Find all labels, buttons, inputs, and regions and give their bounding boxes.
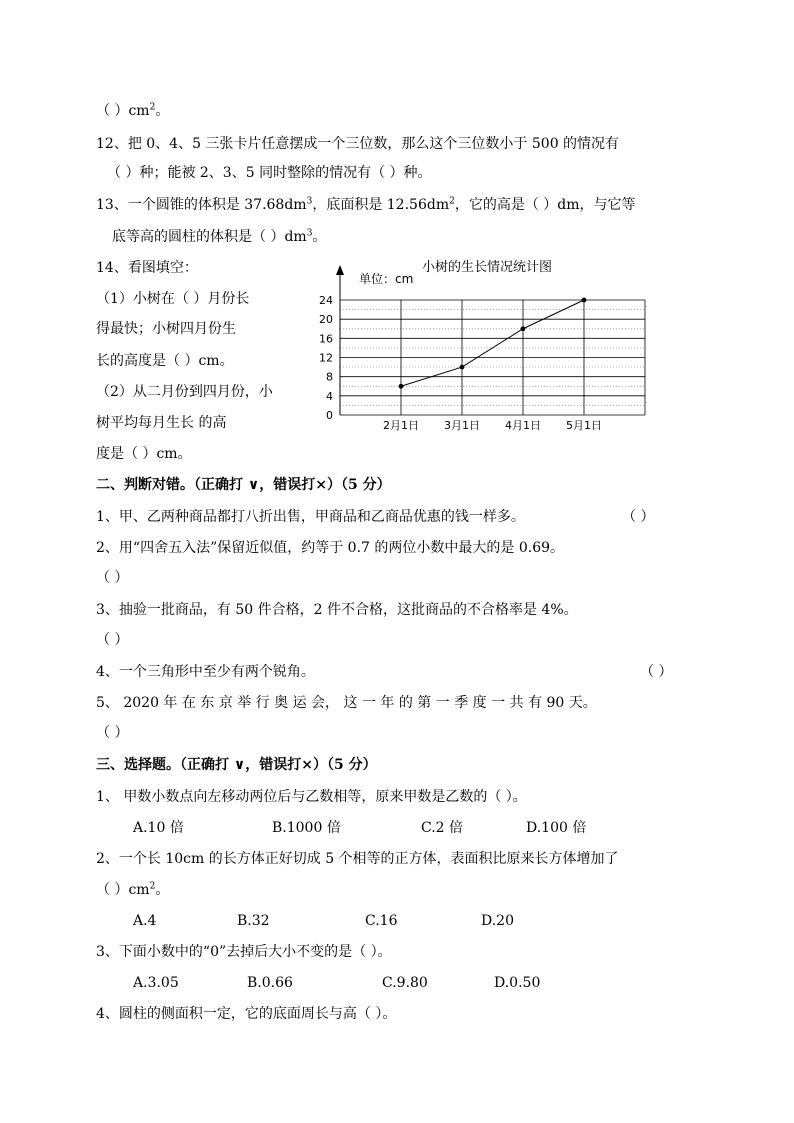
judge-q4: 4、一个三角形中至少有两个锐角。: [96, 664, 315, 680]
chart-ylabel: 单位：cm: [359, 272, 414, 286]
q14-text: 得最快；小树四月份生: [96, 321, 236, 337]
q14-text: （1）小树在（ ）月份长: [96, 291, 250, 307]
judge-q5-paren[interactable]: （ ）: [96, 725, 129, 741]
area-answer-line: （ ）$cm^2$。: [96, 102, 170, 119]
q13-line1: 13、一个圆锥的体积是 $37.68dm^3$，底面积是 $12.56dm^2$，它的高是（ ）dm，与它等: [96, 196, 636, 213]
q14-text: （2）从二月份到四月份，小: [96, 384, 273, 400]
q14-text: 树平均每月生长 的高: [96, 415, 227, 431]
choice-q1-option[interactable]: A.10 倍: [133, 820, 184, 836]
choice-q1: 1、 甲数小数点向左移动两位后与乙数相等，原来甲数是乙数的（ ）。: [96, 789, 527, 805]
q12-line2: （ ）种；能被 2、3、5 同时整除的情况有（ ）种。: [107, 165, 432, 181]
choice-q2: 2、一个长 10cm 的长方体正好切成 5 个相等的正方体，表面积比原来长方体增加了: [96, 851, 619, 867]
judge-q3: 3、抽验一批商品，有 50 件合格，2 件不合格，这批商品的不合格率是 4%。: [96, 602, 578, 618]
section3-heading: 三、选择题。（正确打 ∨，错误打×）（5 分）: [96, 757, 377, 773]
chart-ytick-label: 16: [319, 332, 333, 346]
choice-q2-option[interactable]: A.4: [133, 913, 157, 929]
q14-text: 长的高度是（ ）cm。: [96, 353, 234, 369]
chart-series-line: [401, 300, 584, 386]
chart-title: 小树的生长情况统计图: [421, 260, 553, 275]
choice-q3-option[interactable]: D.0.50: [494, 975, 541, 991]
judge-q2: 2、用“四舍五入法”保留近似值，约等于 0.7 的两位小数中最大的是 0.69。: [96, 540, 565, 556]
q14-text: 度是（ ）cm。: [96, 446, 192, 462]
chart-xtick-label: 5月1日: [566, 419, 602, 432]
judge-q5: 5、 2020 年 在 东 京 举 行 奥 运 会， 这 一 年 的 第 一 季 度 一 共 有 90 天。: [96, 695, 597, 711]
q13-line2: 底等高的圆柱的体积是（ ）$dm^3$。: [112, 228, 327, 245]
choice-q2-option[interactable]: D.20: [481, 913, 514, 929]
chart-y-axis-arrow: [336, 265, 344, 275]
choice-q1-option[interactable]: B.1000 倍: [272, 820, 341, 836]
chart-ytick-label: 12: [319, 351, 333, 365]
chart-xtick-label: 4月1日: [505, 419, 541, 432]
growth-line-chart: [315, 255, 655, 435]
judge-q2-paren[interactable]: （ ）: [96, 570, 129, 586]
q14-title: 14、看图填空：: [96, 260, 198, 276]
chart-xtick-label: 3月1日: [444, 419, 480, 432]
choice-q2-line2: （ ）$cm^2$。: [96, 881, 170, 898]
choice-q3-option[interactable]: A.3.05: [133, 975, 179, 991]
chart-ytick-label: 4: [326, 389, 333, 403]
judge-q1: 1、甲、乙两种商品都打八折出售，甲商品和乙商品优惠的钱一样多。: [96, 509, 525, 525]
choice-q3: 3、下面小数中的“0”去掉后大小不变的是（ ）。: [96, 944, 392, 960]
section2-heading: 二、判断对错。（正确打 ∨，错误打×）（5 分）: [96, 477, 391, 493]
choice-q4: 4、圆柱的侧面积一定，它的底面周长与高（ ）。: [96, 1006, 397, 1022]
choice-q3-option[interactable]: C.9.80: [382, 975, 428, 991]
chart-ytick-label: 20: [319, 313, 333, 327]
choice-q2-option[interactable]: B.32: [237, 913, 270, 929]
chart-data-point: [521, 326, 526, 331]
chart-xtick-label: 2月1日: [383, 419, 419, 432]
choice-q2-option[interactable]: C.16: [365, 913, 398, 929]
choice-q1-option[interactable]: C.2 倍: [421, 820, 464, 836]
choice-q1-option[interactable]: D.100 倍: [526, 820, 587, 836]
choice-q3-option[interactable]: B.0.66: [247, 975, 293, 991]
chart-data-point: [460, 365, 465, 370]
chart-data-point: [399, 384, 404, 389]
judge-q4-paren[interactable]: （ ）: [640, 664, 673, 680]
chart-ytick-label: 8: [326, 370, 333, 384]
judge-q1-paren[interactable]: （ ）: [622, 509, 655, 525]
judge-q3-paren[interactable]: （ ）: [96, 632, 129, 648]
q12-line1: 12、把 0、4、5 三张卡片任意摆成一个三位数，那么这个三位数小于 500 的情况有: [96, 136, 620, 152]
chart-ytick-label: 24: [319, 294, 333, 307]
chart-ytick-label: 0: [326, 409, 333, 422]
chart-data-point: [582, 298, 587, 303]
